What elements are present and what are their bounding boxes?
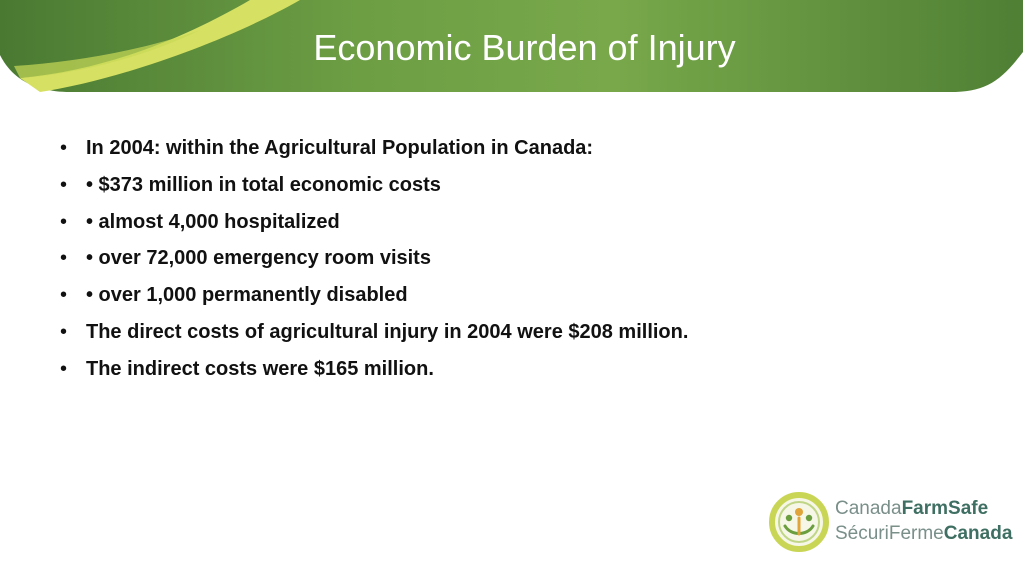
bullet-text: • almost 4,000 hospitalized xyxy=(86,210,340,233)
title-banner xyxy=(0,0,1023,100)
bullet-text: In 2004: within the Agricultural Population in Canada: xyxy=(86,137,594,159)
bullet-marker: • xyxy=(60,357,68,380)
logo-text-farmsafe: FarmSafe xyxy=(901,498,989,519)
bullet-item xyxy=(60,131,960,168)
logo-line-french xyxy=(835,521,1012,546)
bullet-text: • over 72,000 emergency room visits xyxy=(86,247,431,270)
bullet-text: • $373 million in total economic costs xyxy=(86,173,441,196)
bullet-text: The direct costs of agricultural injury in 2004 were $208 million. xyxy=(86,320,689,343)
logo-text-canada-fr: Canada xyxy=(943,523,1013,544)
logo-text-canada: Canada xyxy=(835,498,902,519)
logo-text-securiferme: SécuriFerme xyxy=(835,523,944,544)
bullet-marker: • xyxy=(60,137,68,159)
bullet-marker: • xyxy=(60,173,68,196)
bullet-marker: • xyxy=(60,284,68,307)
bullet-text: The indirect costs were $165 million. xyxy=(86,357,434,380)
bullet-item xyxy=(60,278,960,315)
bullet-item xyxy=(60,315,960,352)
bullet-list xyxy=(60,131,960,389)
bullet-marker: • xyxy=(60,247,68,270)
canada-farmsafe-logo xyxy=(769,492,1013,554)
logo-wordmark xyxy=(835,496,1012,546)
bullet-marker: • xyxy=(60,320,68,343)
slide-title: Economic Burden of Injury xyxy=(313,27,736,68)
bullet-item xyxy=(60,352,960,389)
bullet-text: • over 1,000 permanently disabled xyxy=(86,284,408,307)
farmsafe-emblem-icon xyxy=(769,492,829,552)
bullet-item xyxy=(60,205,960,242)
bullet-marker: • xyxy=(60,210,68,233)
bullet-item xyxy=(60,241,960,278)
bullet-item xyxy=(60,168,960,205)
logo-line-english xyxy=(835,496,1012,521)
